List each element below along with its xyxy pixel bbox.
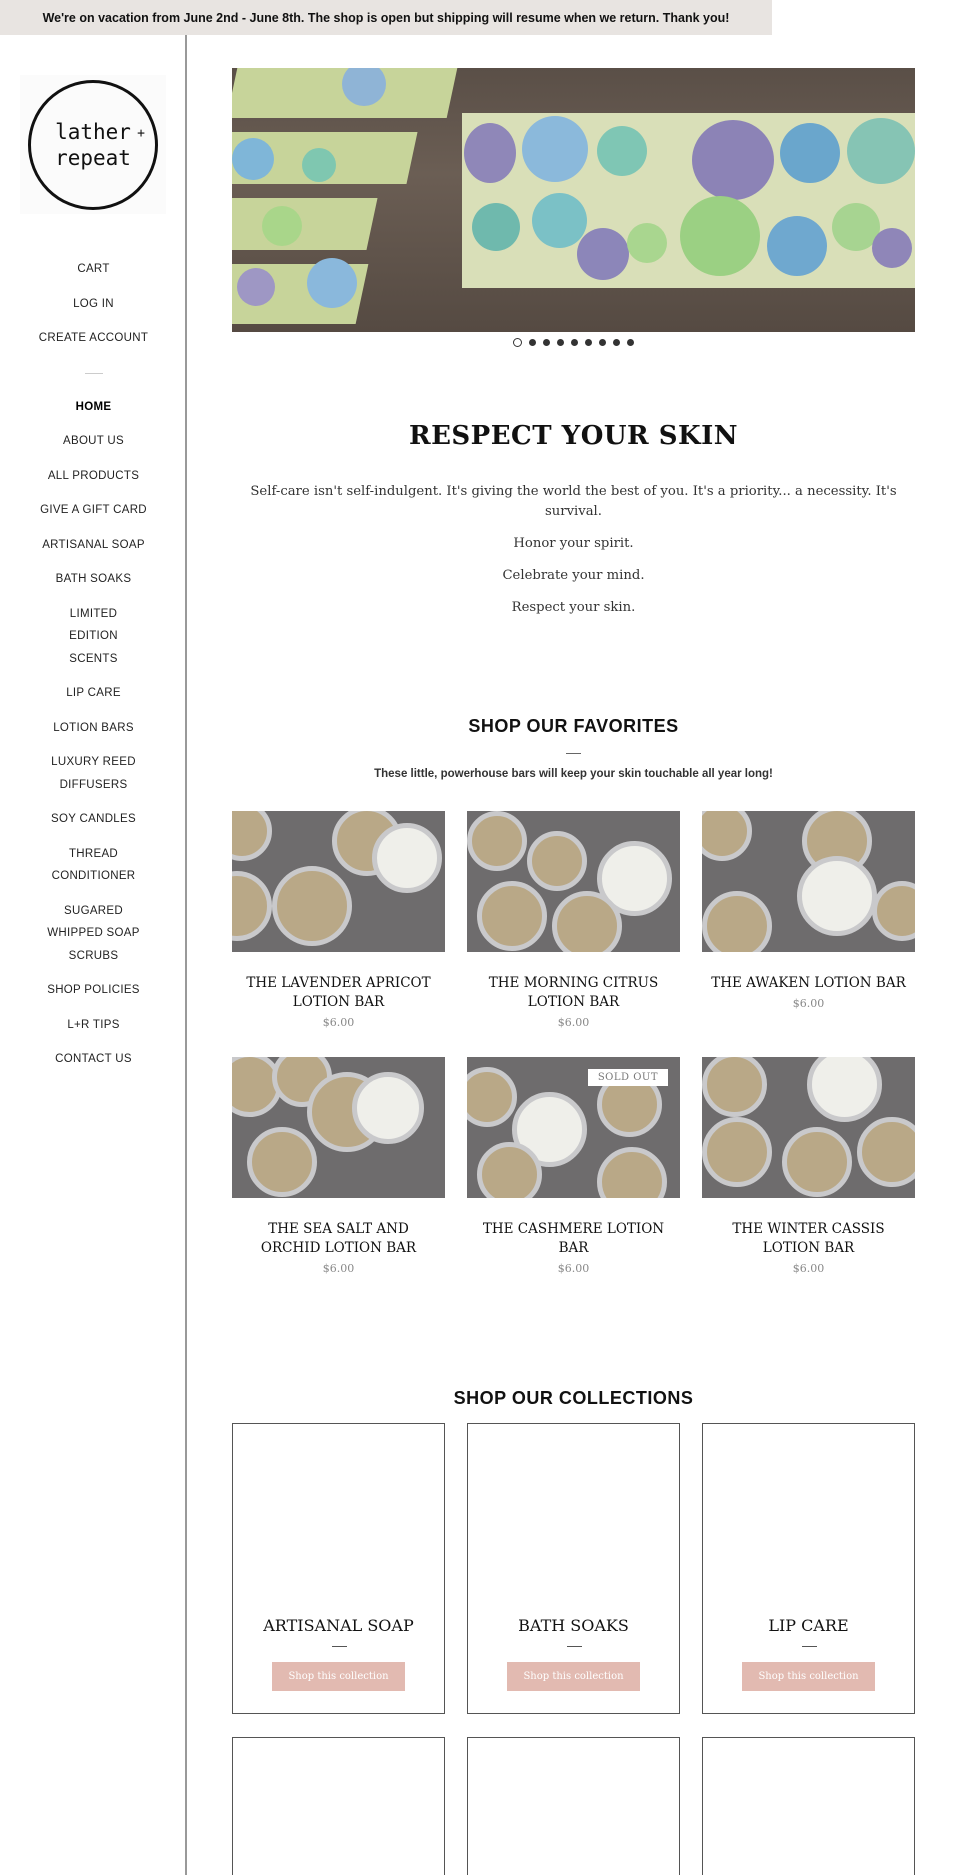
product-image[interactable] [702,1057,915,1198]
tin [467,811,527,871]
slide-dot-7[interactable] [599,339,606,346]
favorites-title: SHOP OUR FAVORITES [468,716,679,736]
collection-divider [802,1646,817,1647]
tin [702,1057,767,1117]
tin [352,1072,424,1144]
nav-thread-conditioner[interactable]: THREAD CONDITIONER [51,847,136,882]
hero-slideshow-image[interactable] [232,68,915,332]
nav-divider [85,373,103,374]
succulent [780,123,840,183]
tin [232,811,272,861]
logo-mark [28,80,158,210]
succulent [472,203,520,251]
sidebar-nav [0,258,187,1071]
product-title[interactable]: THE WINTER CASSIS LOTION BAR [732,1221,885,1256]
tin [527,831,587,891]
collection-divider [567,1646,582,1647]
product-image[interactable] [702,811,915,952]
intro-body [232,482,915,630]
slide-dot-5[interactable] [571,339,578,346]
product-price: $6.00 [322,1262,355,1275]
tin [477,881,547,951]
slide-dot-9[interactable] [627,339,634,346]
product-price: $6.00 [792,1262,825,1275]
succulent [847,118,915,184]
succulent [692,120,774,200]
product-price: $6.00 [557,1016,590,1029]
intro-paragraph: Self-care isn't self-indulgent. It's giving the world the best of you. It's a priority... a necessity. It's survival. [250,484,897,519]
sold-out-badge: SOLD OUT [588,1069,668,1086]
tin [372,823,442,893]
product-card[interactable] [702,811,915,1010]
intro-paragraph: Honor your spirit. [513,536,634,551]
nav-contact-us[interactable]: CONTACT US [55,1053,132,1065]
slide-dot-8[interactable] [613,339,620,346]
tin [857,1117,915,1187]
slide-dot-4[interactable] [557,339,564,346]
succulent [577,228,629,280]
nav-soy-candles[interactable]: SOY CANDLES [51,813,136,825]
product-card[interactable] [232,1057,445,1275]
product-title[interactable]: THE MORNING CITRUS LOTION BAR [488,975,659,1010]
slide-dot-2[interactable] [529,339,536,346]
logo-plus: + [137,125,145,141]
nav-log-in[interactable]: LOG IN [73,297,114,310]
product-image[interactable] [467,811,680,952]
tin [872,881,915,941]
soap-slice [232,198,378,250]
product-title[interactable]: THE LAVENDER APRICOT LOTION BAR [246,975,431,1010]
succulent [532,193,587,248]
nav-bath-soaks[interactable]: BATH SOAKS [55,573,132,585]
succulent [302,148,336,182]
slide-dot-1[interactable] [513,338,522,347]
product-image[interactable] [467,1057,680,1198]
logo-word-repeat: repeat [55,145,131,170]
collection-card[interactable] [467,1423,680,1714]
main-content [232,0,915,1875]
tin [467,1067,517,1127]
announcement-text: We're on vacation from June 2nd - June 8th. The shop is open but shipping will resume when we return. Thank you! [42,10,730,25]
collection-name[interactable]: ARTISANAL SOAP [263,1616,414,1635]
tin [552,891,622,952]
succulent [767,216,827,276]
succulent [627,223,667,263]
slide-dot-3[interactable] [543,339,550,346]
product-price: $6.00 [322,1016,355,1029]
nav-lotion-bars[interactable]: LOTION BARS [53,721,134,734]
product-card[interactable] [467,1057,680,1275]
nav-reed-diffusers[interactable]: LUXURY REED DIFFUSERS [51,756,136,791]
tin [782,1127,852,1197]
product-image[interactable] [232,1057,445,1198]
collection-card[interactable] [467,1737,680,1875]
shop-collection-button[interactable]: Shop this collection [507,1662,640,1691]
tin [702,891,772,952]
nav-cart[interactable]: CART [77,263,110,275]
succulent [262,206,302,246]
tin [702,811,752,861]
nav-soap-scrubs[interactable]: SUGARED WHIPPED SOAP SCRUBS [47,904,140,962]
nav-limited-edition[interactable]: LIMITED EDITION SCENTS [69,607,118,665]
tin [597,1147,667,1198]
nav-lr-tips[interactable]: L+R TIPS [67,1018,120,1031]
collection-card[interactable] [702,1423,915,1714]
tin [477,1142,542,1198]
tin [807,1057,882,1122]
favorites-divider [566,753,581,754]
nav-shop-policies[interactable]: SHOP POLICIES [47,984,140,996]
tin [702,1117,772,1187]
sidebar [0,35,187,1875]
favorites-subtitle: These little, powerhouse bars will keep your skin touchable all year long! [374,768,773,780]
nav-lip-care[interactable]: LIP CARE [66,687,121,699]
logo-word-lather: lather [55,119,131,144]
nav-gift-card[interactable]: GIVE A GIFT CARD [40,504,147,516]
collection-card[interactable] [232,1737,445,1875]
succulent [522,116,588,182]
tin [272,866,352,946]
product-card[interactable] [702,1057,915,1275]
nav-all-products[interactable]: ALL PRODUCTS [47,469,140,482]
shop-collection-button[interactable]: Shop this collection [272,1662,405,1691]
intro-title: RESPECT YOUR SKIN [408,421,738,451]
succulent [597,126,647,176]
intro-paragraph: Celebrate your mind. [502,568,645,583]
logo[interactable] [20,75,166,214]
succulent [307,258,357,308]
product-title[interactable]: THE CASHMERE LOTION BAR [482,1221,665,1256]
tin [797,856,877,936]
slideshow-dots [232,339,915,347]
product-title[interactable]: THE SEA SALT AND ORCHID LOTION BAR [260,1221,417,1256]
intro-paragraph: Respect your skin. [511,600,636,615]
product-card[interactable] [467,811,680,1029]
succulent [464,123,516,183]
product-image[interactable] [232,811,445,952]
tin [247,1127,317,1197]
collection-card[interactable] [232,1423,445,1714]
collection-card[interactable] [702,1737,915,1875]
product-price: $6.00 [792,997,825,1010]
succulent [872,228,912,268]
product-card[interactable] [232,811,445,1029]
nav-artisanal-soap[interactable]: ARTISANAL SOAP [42,538,145,551]
succulent [680,196,760,276]
slide-dot-6[interactable] [585,339,592,346]
nav-create-account[interactable]: CREATE ACCOUNT [38,332,149,344]
collections-title: SHOP OUR COLLECTIONS [453,1388,694,1408]
nav-home[interactable]: HOME [75,400,112,413]
succulent [232,138,274,180]
product-title[interactable]: THE AWAKEN LOTION BAR [711,975,906,991]
nav-about-us[interactable]: ABOUT US [63,435,124,447]
collection-name[interactable]: LIP CARE [768,1616,849,1635]
collection-name[interactable]: BATH SOAKS [518,1616,629,1635]
tin [232,871,272,941]
product-price: $6.00 [557,1262,590,1275]
collection-divider [332,1646,347,1647]
succulent [237,268,275,306]
shop-collection-button[interactable]: Shop this collection [742,1662,875,1691]
